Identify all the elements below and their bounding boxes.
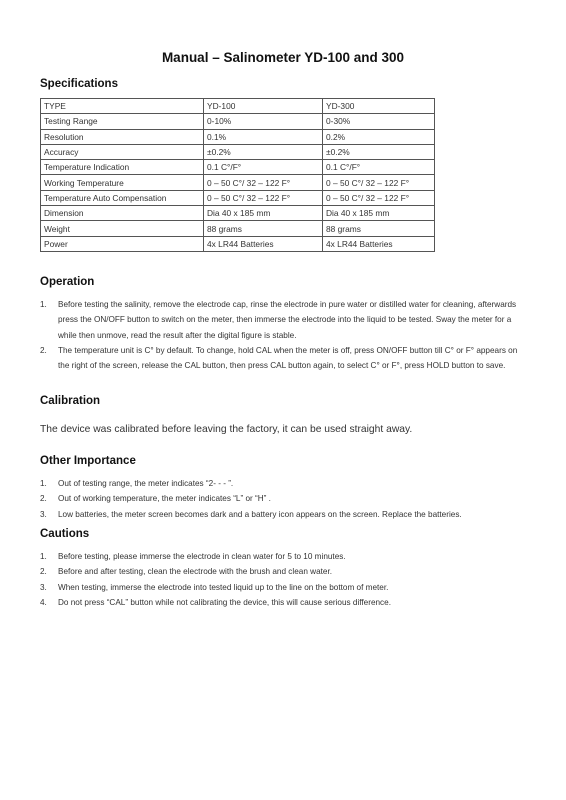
list-item xyxy=(40,476,530,491)
list-text: When testing, immerse the electrode into tested liquid up to the line on the bottom of meter. xyxy=(58,582,389,592)
specifications-heading: Specifications xyxy=(40,78,118,90)
table-cell: 0-30% xyxy=(323,114,435,129)
table-cell: 0.1 C°/F° xyxy=(323,160,435,175)
list-text: The temperature unit is C° by default. To change, hold CAL when the meter is off, press ON/OFF button till C° or F° appears on the right of the screen, release the CAL button, then press CAL button again, to select C° or F°, press HOLD button to save. xyxy=(58,345,518,371)
table-cell: 0 – 50 C°/ 32 – 122 F° xyxy=(204,175,323,190)
table-cell: Weight xyxy=(41,221,204,236)
list-item xyxy=(40,595,526,610)
list-text: Low batteries, the meter screen becomes dark and a battery icon appears on the screen. Replace the batteries. xyxy=(58,509,462,519)
table-cell: 0-10% xyxy=(204,114,323,129)
table-row xyxy=(41,175,435,190)
list-item xyxy=(40,580,526,595)
table-cell: 0.2% xyxy=(323,129,435,144)
table-cell: YD-300 xyxy=(323,99,435,114)
table-cell: Testing Range xyxy=(41,114,204,129)
list-text: Out of working temperature, the meter indicates “L” or “H” . xyxy=(58,494,271,504)
table-row xyxy=(41,221,435,236)
calibration-heading: Calibration xyxy=(40,395,101,407)
list-text: Do not press “CAL” button while not calibrating the device, this will cause serious difference. xyxy=(58,597,391,607)
list-item xyxy=(40,491,530,506)
table-cell: 88 grams xyxy=(204,221,323,236)
table-cell: Dia 40 x 185 mm xyxy=(323,206,435,221)
list-text: Out of testing range, the meter indicates “2- - - ”. xyxy=(58,479,234,488)
table-cell: ±0.2% xyxy=(323,144,435,159)
list-item xyxy=(40,507,530,522)
list-number: 4. xyxy=(40,597,47,607)
table-row xyxy=(41,99,435,114)
operation-heading: Operation xyxy=(40,276,95,288)
other-importance-heading: Other Importance xyxy=(40,455,136,467)
table-row xyxy=(41,190,435,205)
list-number: 2. xyxy=(40,494,47,504)
table-cell: YD-100 xyxy=(204,99,323,114)
table-cell: ±0.2% xyxy=(204,144,323,159)
list-number: 2. xyxy=(40,345,47,355)
other-importance-list xyxy=(40,476,530,522)
table-cell: Temperature Auto Compensation xyxy=(41,190,204,205)
table-cell: Dimension xyxy=(41,206,204,221)
table-cell: 0 – 50 C°/ 32 – 122 F° xyxy=(323,190,435,205)
list-item xyxy=(40,549,526,564)
table-cell: Accuracy xyxy=(41,144,204,159)
table-cell: Resolution xyxy=(41,129,204,144)
table-cell: 0.1 C°/F° xyxy=(204,160,323,175)
list-item xyxy=(40,564,526,579)
table-cell: 0 – 50 C°/ 32 – 122 F° xyxy=(323,175,435,190)
page-title: Manual – Salinometer YD-100 and 300 xyxy=(161,50,405,65)
table-cell: Working Temperature xyxy=(41,175,204,190)
list-text: Before and after testing, clean the electrode with the brush and clean water. xyxy=(58,567,332,577)
table-cell: 4x LR44 Batteries xyxy=(323,236,435,251)
calibration-text: The device was calibrated before leaving the factory, it can be used straight away. xyxy=(40,424,413,435)
list-text: Before testing, please immerse the electrode in clean water for 5 to 10 minutes. xyxy=(58,552,346,561)
table-row xyxy=(41,160,435,175)
list-item xyxy=(40,343,526,374)
table-cell: Power xyxy=(41,236,204,251)
operation-list xyxy=(40,297,526,373)
table-cell: Dia 40 x 185 mm xyxy=(204,206,323,221)
list-number: 3. xyxy=(40,582,47,592)
table-cell: 0.1% xyxy=(204,129,323,144)
table-cell: 88 grams xyxy=(323,221,435,236)
table-cell: Temperature Indication xyxy=(41,160,204,175)
list-text: Before testing the salinity, remove the electrode cap, rinse the electrode in pure water or distilled water for cleaning, afterwards press the ON/OFF button to switch on the meter, then immerse the electrode into the liquid to be tested. Sway the meter for a while then unmove, read the result after the digital figure is stable. xyxy=(58,300,517,340)
list-number: 2. xyxy=(40,567,47,577)
list-number: 1. xyxy=(40,479,47,488)
table-row xyxy=(41,144,435,159)
cautions-list xyxy=(40,549,526,610)
table-row xyxy=(41,236,435,251)
specifications-table xyxy=(40,98,435,252)
list-number: 1. xyxy=(40,552,47,561)
table-row xyxy=(41,114,435,129)
table-cell: TYPE xyxy=(41,99,204,114)
table-row xyxy=(41,129,435,144)
table-row xyxy=(41,206,435,221)
list-item xyxy=(40,297,526,343)
list-number: 3. xyxy=(40,509,47,519)
table-cell: 4x LR44 Batteries xyxy=(204,236,323,251)
list-number: 1. xyxy=(40,300,47,309)
cautions-heading: Cautions xyxy=(40,528,90,540)
table-cell: 0 – 50 C°/ 32 – 122 F° xyxy=(204,190,323,205)
